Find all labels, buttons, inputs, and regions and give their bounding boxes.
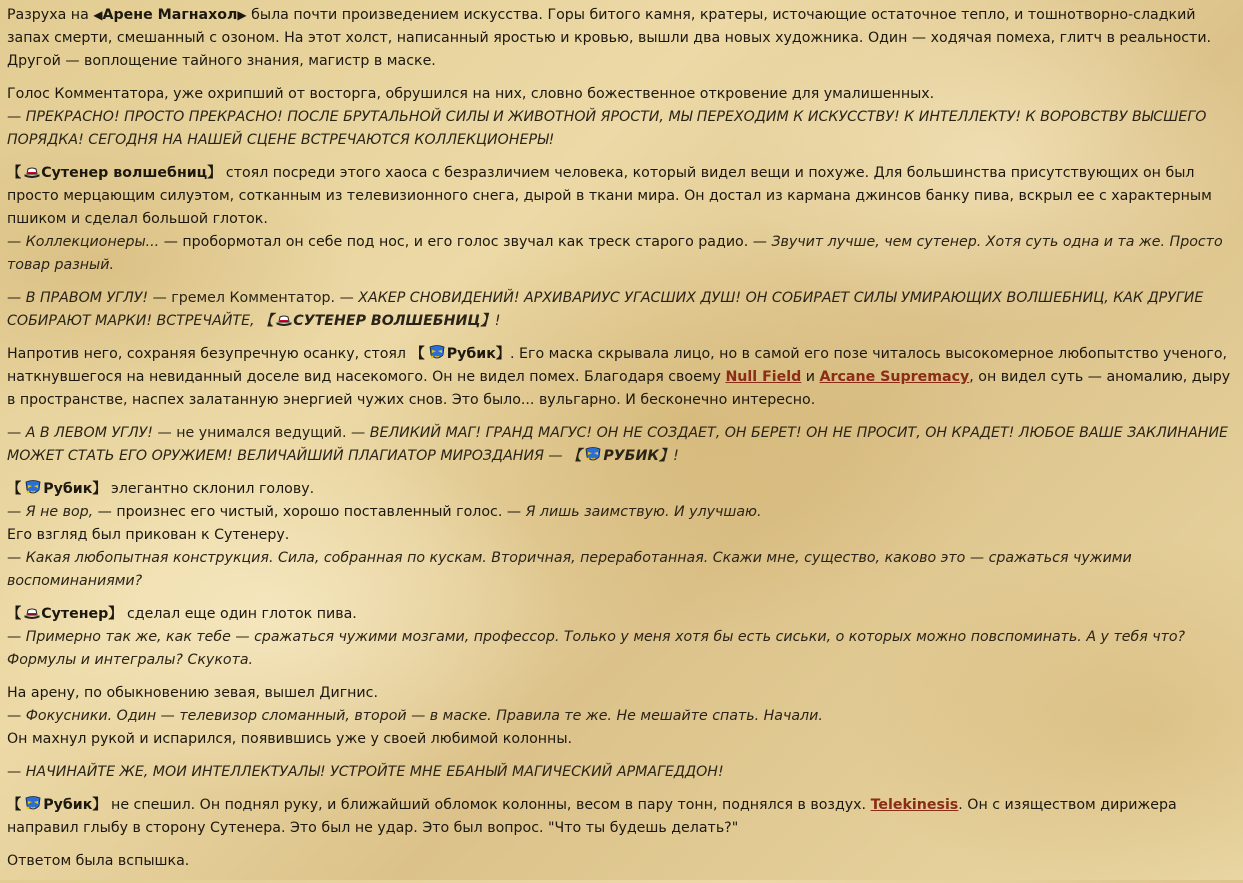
text-run: — не унимался ведущий. — <box>153 425 370 441</box>
skill-link-telekinesis[interactable]: Telekinesis <box>870 797 959 813</box>
narration-line: Ответом была вспышка. <box>7 853 190 869</box>
commentator-shout: — ПРЕКРАСНО! ПРОСТО ПРЕКРАСНО! ПОСЛЕ БРУТАЛЬНОЙ СИЛЫ И ЖИВОТНОЙ ЯРОСТИ, МЫ ПЕРЕХОДИМ К ИСКУССТВУ! К ИНТЕЛЛЕКТУ! К ВОРОВСТВУ ВЫСШЕГО ПОРЯДКА! СЕГОДНЯ НА НАШЕЙ СЦЕНЕ ВСТРЕЧАЮТСЯ КОЛЛЕКЦИОНЕРЫ! <box>7 109 1207 148</box>
narration-line: Его взгляд был прикован к Сутенеру. <box>7 527 290 543</box>
mask-icon <box>24 480 42 496</box>
pimp-speech: Звучит лучше, чем сутенер. Хотя суть одна и та же. Просто товар разный. <box>7 234 1223 273</box>
pimp-speech: — Примерно так же, как тебе — сражаться чужими мозгами, профессор. Только у меня хотя бы есть сиськи, о которых можно повспоминать. А у тебя что? Формулы и интегралы? Скукота. <box>7 629 1186 668</box>
paragraph-dignis <box>7 682 1237 751</box>
paragraph-telekinesis <box>7 794 1237 840</box>
skill-link-arcane-supremacy[interactable]: Arcane Supremacy <box>819 369 970 385</box>
story-text <box>7 4 1237 883</box>
text-run: стоял посреди этого хаоса с безразличием человека, который видел вещи и похуже. Для большинства присутствующих он был просто мерцающим силуэтом, сотканным из телевизионного снега, дырой в ткани мира. Он достал из кармана джинсов банку пива, вскрыл ее с характерным пшиком и сделал большой глоток. <box>7 165 1212 227</box>
narration-line: На арену, по обыкновению зевая, вышел Дигнис. <box>7 685 378 701</box>
paragraph-arena <box>7 4 1237 73</box>
paragraph-right-corner <box>7 287 1237 333</box>
text-run: Напротив него, сохраняя безупречную осанку, стоял <box>7 346 411 362</box>
character-tag-rubick: 【 Рубик】 <box>7 797 107 813</box>
paragraph-pimp-intro <box>7 162 1237 277</box>
pimp-speech: — Коллекционеры... <box>7 234 160 250</box>
paragraph-rubick-bow <box>7 478 1237 593</box>
text-run: была почти произведением искусства. Горы битого камня, кратеры, источающие остаточное тепло, и тошнотворно-сладкий запах смерти, смешанный с озоном. На этот холст, написанный яростью и кровью, вышли два новых художника. Один — ходячая помеха, глитч в реальности. Другой — воплощение тайного знания, магистр в маске. <box>7 7 1212 69</box>
text-run: элегантно склонил голову. <box>106 481 315 497</box>
commentator-shout: ВЕЛИКИЙ МАГ! ГРАНД МАГУС! ОН НЕ СОЗДАЕТ, ОН БЕРЕТ! ОН НЕ ПРОСИТ, ОН КРАДЕТ! ЛЮБОЕ ВАШЕ ЗАКЛИНАНИЕ МОЖЕТ СТАТЬ ЕГО ОРУЖИЕМ! ВЕЛИЧАЙШИЙ ПЛАГИАТОР МИРОЗДАНИЯ — <box>7 425 1229 464</box>
text-run: ! <box>673 448 679 464</box>
text-run: Разруха на <box>7 7 94 23</box>
paragraph-commentator-start <box>7 761 1237 784</box>
narration-line: Он махнул рукой и испарился, появившись уже у своей любимой колонны. <box>7 731 573 747</box>
arena-name: Арене Магнахол <box>102 7 238 23</box>
paragraph-rubick-intro <box>7 343 1237 412</box>
rubick-speech: Я лишь заимствую. И улучшаю. <box>525 504 762 520</box>
text-run: — пробормотал он себе под нос, и его голос звучал как треск старого радио. — <box>159 234 772 250</box>
hat-icon <box>24 166 40 178</box>
text-run: — произнес его чистый, хорошо поставленный голос. — <box>93 504 526 520</box>
hat-icon <box>24 607 40 619</box>
skill-link-null-field[interactable]: Null Field <box>725 369 802 385</box>
text-run: , он видел суть — аномалию, дыру в пространстве, наспех залатанную энергией чужих снов. Это было... вульгарно. И бесконечно интересно. <box>7 369 1231 408</box>
text-run: . Его маска скрывала лицо, но в самой его позе читалось высокомерное любопытство ученого, наткнувшегося на невиданный доселе вид насекомого. Он не видел помех. Благодаря своему <box>7 346 1228 385</box>
text-run: . Он с изяществом дирижера направил глыбу в сторону Сутенера. Это был не удар. Это был вопрос. "Что ты будешь делать?" <box>7 797 1177 836</box>
arena-right-arrow: ▶ <box>237 8 247 22</box>
character-tag-pimp: 【 Сутенер волшебниц】 <box>7 165 222 181</box>
narration-line: Голос Комментатора, уже охрипший от восторга, обрушился на них, словно божественное откровение для умалишенных. <box>7 86 935 102</box>
text-run: и <box>801 369 820 385</box>
dignis-speech: — Фокусники. Один — телевизор сломанный, второй — в маске. Правила те же. Не мешайте спать. Начали. <box>7 708 823 724</box>
rubick-speech: — Я не вор, <box>7 504 94 520</box>
paragraph-commentator-intro <box>7 83 1237 152</box>
text-run: — гремел Комментатор. — <box>148 290 359 306</box>
mask-icon <box>428 345 446 361</box>
mask-icon <box>584 447 602 463</box>
commentator-shout: — А В ЛЕВОМ УГЛУ! <box>7 425 153 441</box>
text-run: ! <box>494 313 501 329</box>
arena-left-arrow: ◀ <box>93 8 103 22</box>
commentator-shout: ХАКЕР СНОВИДЕНИЙ! АРХИВАРИУС УГАСШИХ ДУШ! ОН СОБИРАЕТ СИЛЫ УМИРАЮЩИХ ВОЛШЕБНИЦ, КАК ДРУГИЕ СОБИРАЮТ МАРКИ! ВСТРЕЧАЙТЕ, <box>7 290 1204 329</box>
character-tag-pimp: 【 СУТЕНЕР ВОЛШЕБНИЦ】 <box>259 313 495 329</box>
character-tag-rubick: 【 Рубик】 <box>7 481 107 497</box>
hat-icon <box>276 314 292 326</box>
text-run: не спешил. Он поднял руку, и ближайший обломок колонны, весом в пару тонн, поднялся в воздух. <box>106 797 871 813</box>
paragraph-left-corner <box>7 422 1237 468</box>
commentator-shout: — НАЧИНАЙТЕ ЖЕ, МОИ ИНТЕЛЛЕКТУАЛЫ! УСТРОЙТЕ МНЕ ЕБАНЫЙ МАГИЧЕСКИЙ АРМАГЕДДОН! <box>7 764 724 780</box>
paragraph-pimp-reply <box>7 603 1237 672</box>
mask-icon <box>24 796 42 812</box>
character-tag-rubick: 【 Рубик】 <box>410 346 511 362</box>
text-run: сделал еще один глоток пива. <box>122 606 357 622</box>
commentator-shout: — В ПРАВОМ УГЛУ! <box>7 290 149 306</box>
character-tag-rubick: 【 РУБИК】 <box>567 448 674 464</box>
paragraph-flash <box>7 850 1237 873</box>
character-tag-pimp: 【 Сутенер】 <box>7 606 123 622</box>
rubick-speech: — Какая любопытная конструкция. Сила, собранная по кускам. Вторичная, переработанная. Скажи мне, существо, каково это — сражаться чужими воспоминаниями? <box>7 550 1132 589</box>
